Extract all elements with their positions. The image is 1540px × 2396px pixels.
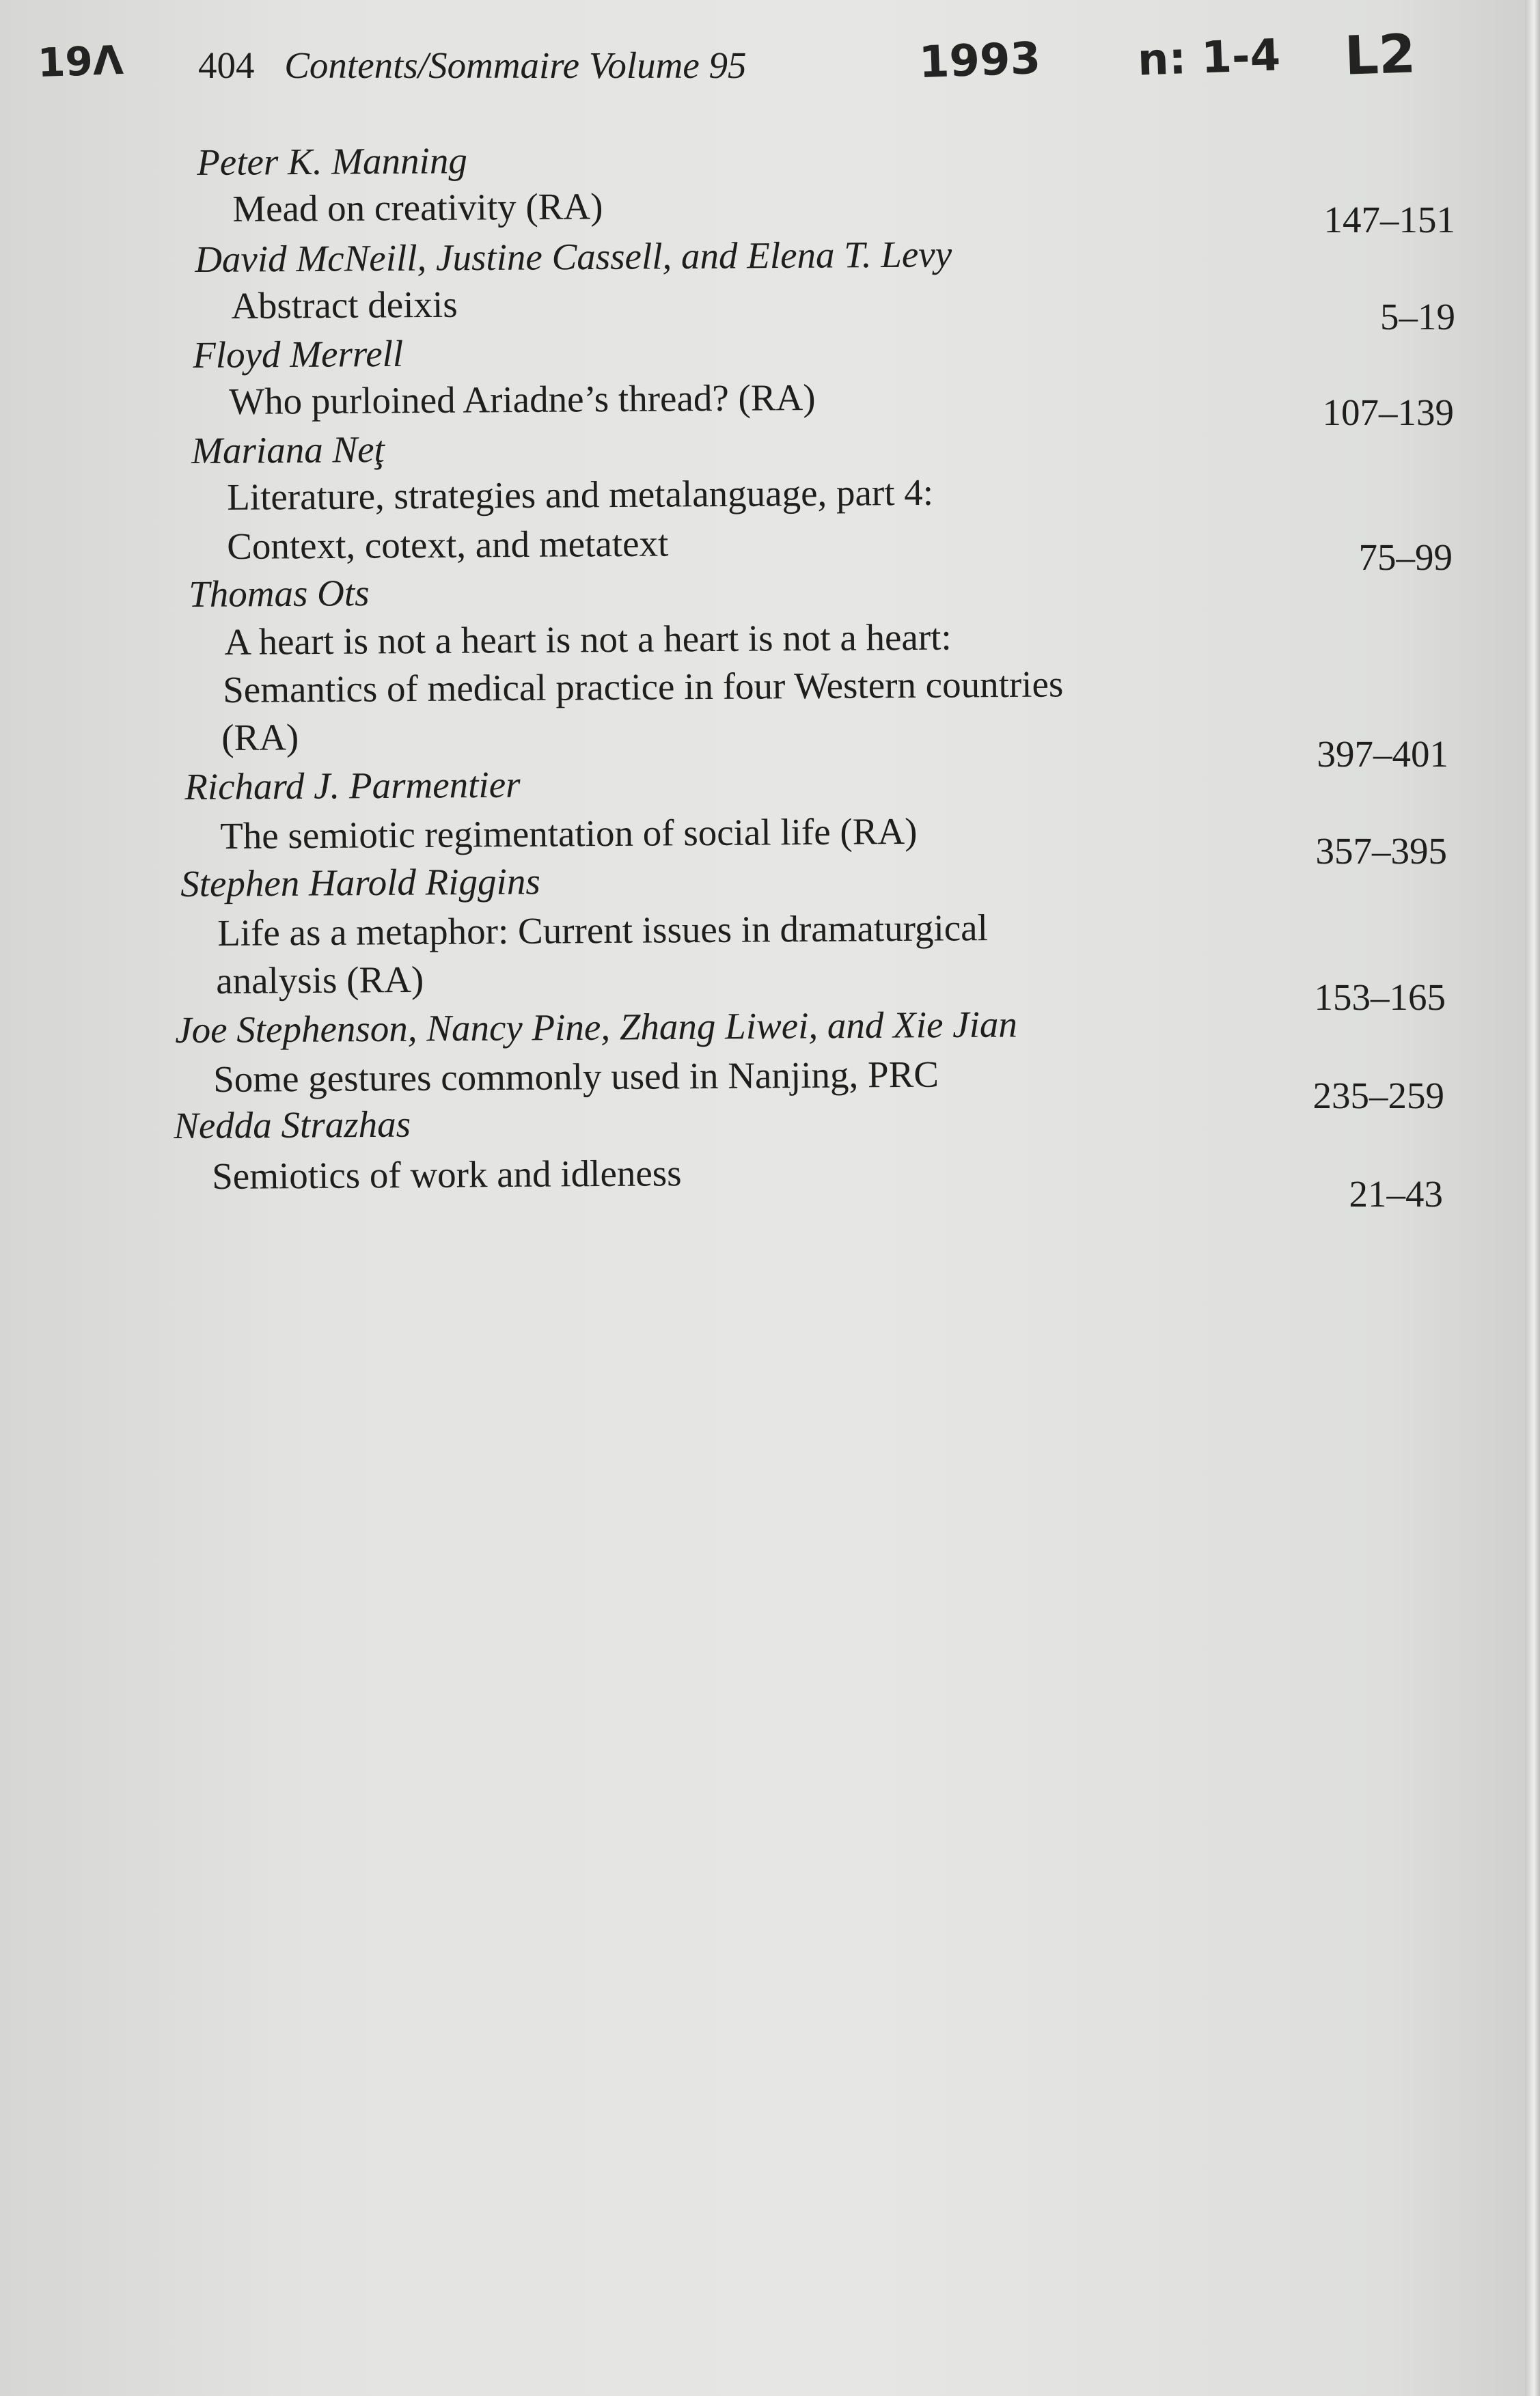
- entry-title-line: analysis (RA): [215, 958, 424, 1002]
- entry-pages: 235–259: [1312, 1075, 1444, 1116]
- entry-author: David McNeill, Justine Cassell, and Elena T. Levy: [194, 233, 952, 280]
- entry-author: Joe Stephenson, Nancy Pine, Zhang Liwei, and Xie Jian: [174, 1003, 1018, 1051]
- handwritten-code: L2: [1343, 23, 1417, 87]
- entry-author: Stephen Harold Riggins: [180, 860, 540, 905]
- entry-title-line: A heart is not a heart is not a heart is not a heart:: [223, 616, 952, 663]
- entry-pages: 75–99: [1358, 536, 1453, 578]
- entry-title-line: Context, cotext, and metatext: [226, 522, 669, 567]
- entry-title-line: (RA): [221, 716, 299, 758]
- handwritten-year: 1993: [918, 33, 1042, 89]
- entry-author: Thomas Ots: [188, 572, 370, 615]
- handwritten-shelf-mark: 19Λ: [36, 36, 124, 87]
- entry-title-line: Semantics of medical practice in four Western countries: [222, 663, 1064, 711]
- entry-author: Richard J. Parmentier: [184, 763, 521, 808]
- entry-pages: 147–151: [1323, 199, 1455, 240]
- entry-author: Floyd Merrell: [192, 332, 404, 376]
- entry-title-line: Literature, strategies and metalanguage, part 4:: [226, 471, 934, 518]
- entry-pages: 397–401: [1317, 733, 1448, 775]
- entry-author: Nedda Strazhas: [173, 1103, 411, 1146]
- entry-title-line: Life as a metaphor: Current issues in dramaturgical: [217, 907, 989, 954]
- entry-pages: 21–43: [1349, 1173, 1443, 1215]
- entry-pages: 357–395: [1315, 830, 1447, 872]
- handwritten-issue-range: n: 1-4: [1136, 30, 1282, 86]
- entry-title-line: Who purloined Ariadne’s thread? (RA): [228, 376, 816, 422]
- entry-pages: 107–139: [1322, 391, 1454, 433]
- entry-author: Peter K. Manning: [196, 139, 468, 183]
- entry-pages: 153–165: [1314, 976, 1446, 1018]
- entry-title-line: Mead on creativity (RA): [232, 185, 603, 230]
- entry-title-line: Some gestures commonly used in Nanjing, PRC: [212, 1053, 939, 1100]
- entry-title-line: The semiotic regimentation of social life (RA): [219, 810, 918, 857]
- entry-pages: 5–19: [1380, 296, 1455, 338]
- page-number: 404: [198, 44, 255, 86]
- entry-title-line: Abstract deixis: [230, 283, 458, 327]
- running-title: Contents/Sommaire Volume 95: [284, 44, 747, 86]
- entry-author: Mariana Neţ: [191, 428, 385, 471]
- entry-title-line: Semiotics of work and idleness: [211, 1152, 682, 1197]
